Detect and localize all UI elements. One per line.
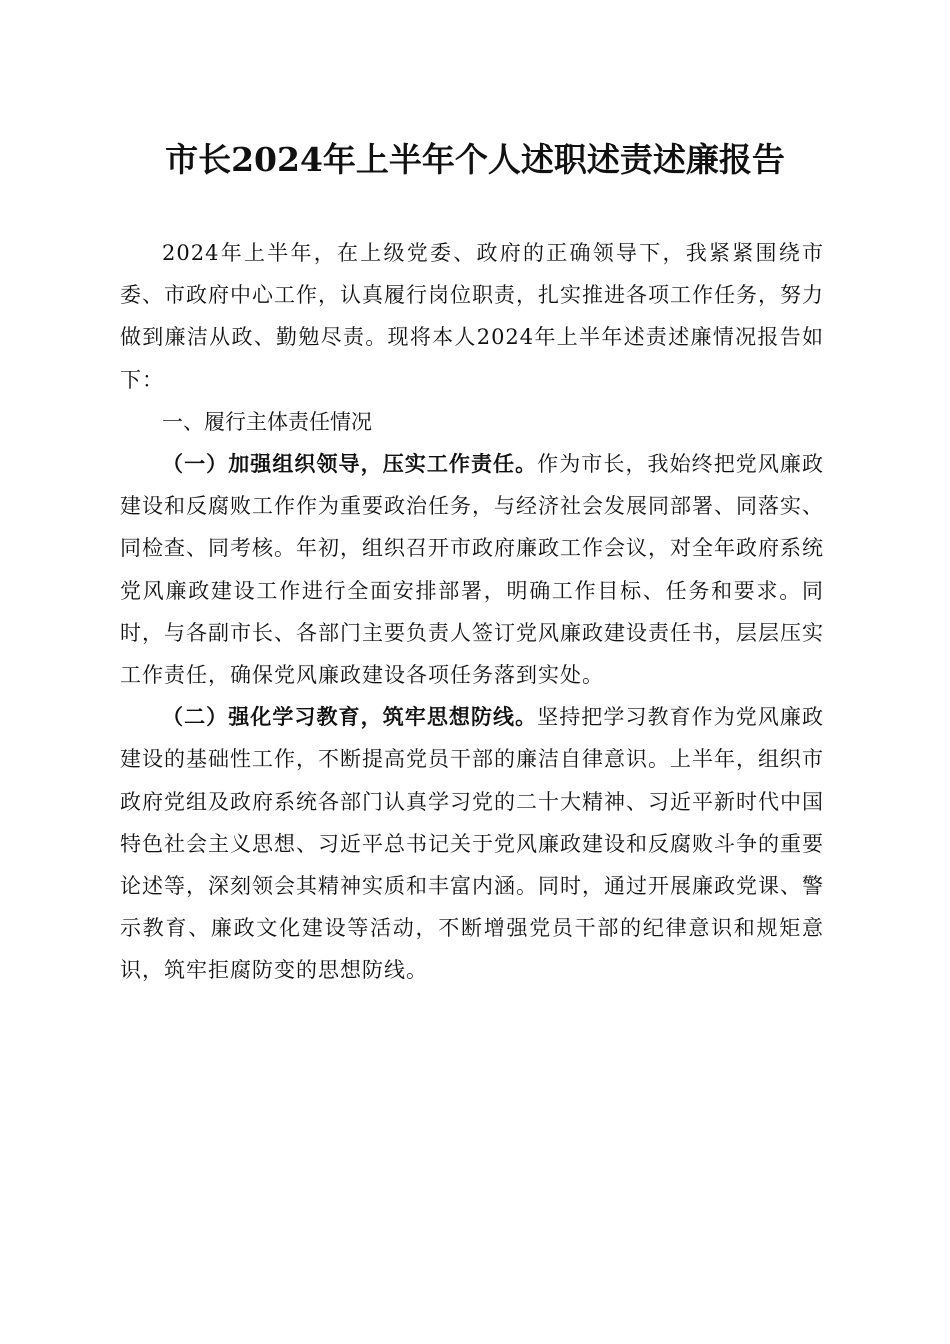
item-body-text: 作为市长，我始终把党风廉政建设和反腐败工作作为重要政治任务，与经济社会发展同部署、同落实、同检查、同考核。年初，组织召开市政府廉政工作会议，对全年政府系统党风廉政建设工作进行全面安排部署，明确工作目标、任务和要求。同时，与各副市长、各部门主要负责人签订党风廉政建设责任书，层层压实工作责任，确保党风廉政建设各项任务落到实处。: [120, 452, 824, 688]
section-item-paragraph: [120, 443, 824, 696]
document-body: [120, 232, 824, 992]
item-body-text: 坚持把学习教育作为党风廉政建设的基础性工作，不断提高党员干部的廉洁自律意识。上半年，组织市政府党组及政府系统各部门认真学习党的二十大精神、习近平新时代中国特色社会主义思想、习近平总书记关于党风廉政建设和反腐败斗争的重要论述等，深刻领会其精神实质和丰富内涵。同时，通过开展廉政党课、警示教育、廉政文化建设等活动，不断增强党员干部的纪律意识和规矩意识，筑牢拒腐防变的思想防线。: [120, 705, 824, 983]
item-lead-text: （一）加强组织领导，压实工作责任。: [162, 451, 538, 477]
item-lead-text: （二）强化学习教育，筑牢思想防线。: [162, 704, 538, 730]
section-item-paragraph: [120, 696, 824, 991]
section-heading: 一、履行主体责任情况: [162, 409, 372, 434]
intro-paragraph: 2024年上半年，在上级党委、政府的正确领导下，我紧紧围绕市委、市政府中心工作，认真履行岗位职责，扎实推进各项工作任务，努力做到廉洁从政、勤勉尽责。现将本人2024年上半年述责述廉情况报告如下：: [120, 241, 824, 392]
document-title: 市长2024年上半年个人述职述责述廉报告: [165, 140, 785, 179]
